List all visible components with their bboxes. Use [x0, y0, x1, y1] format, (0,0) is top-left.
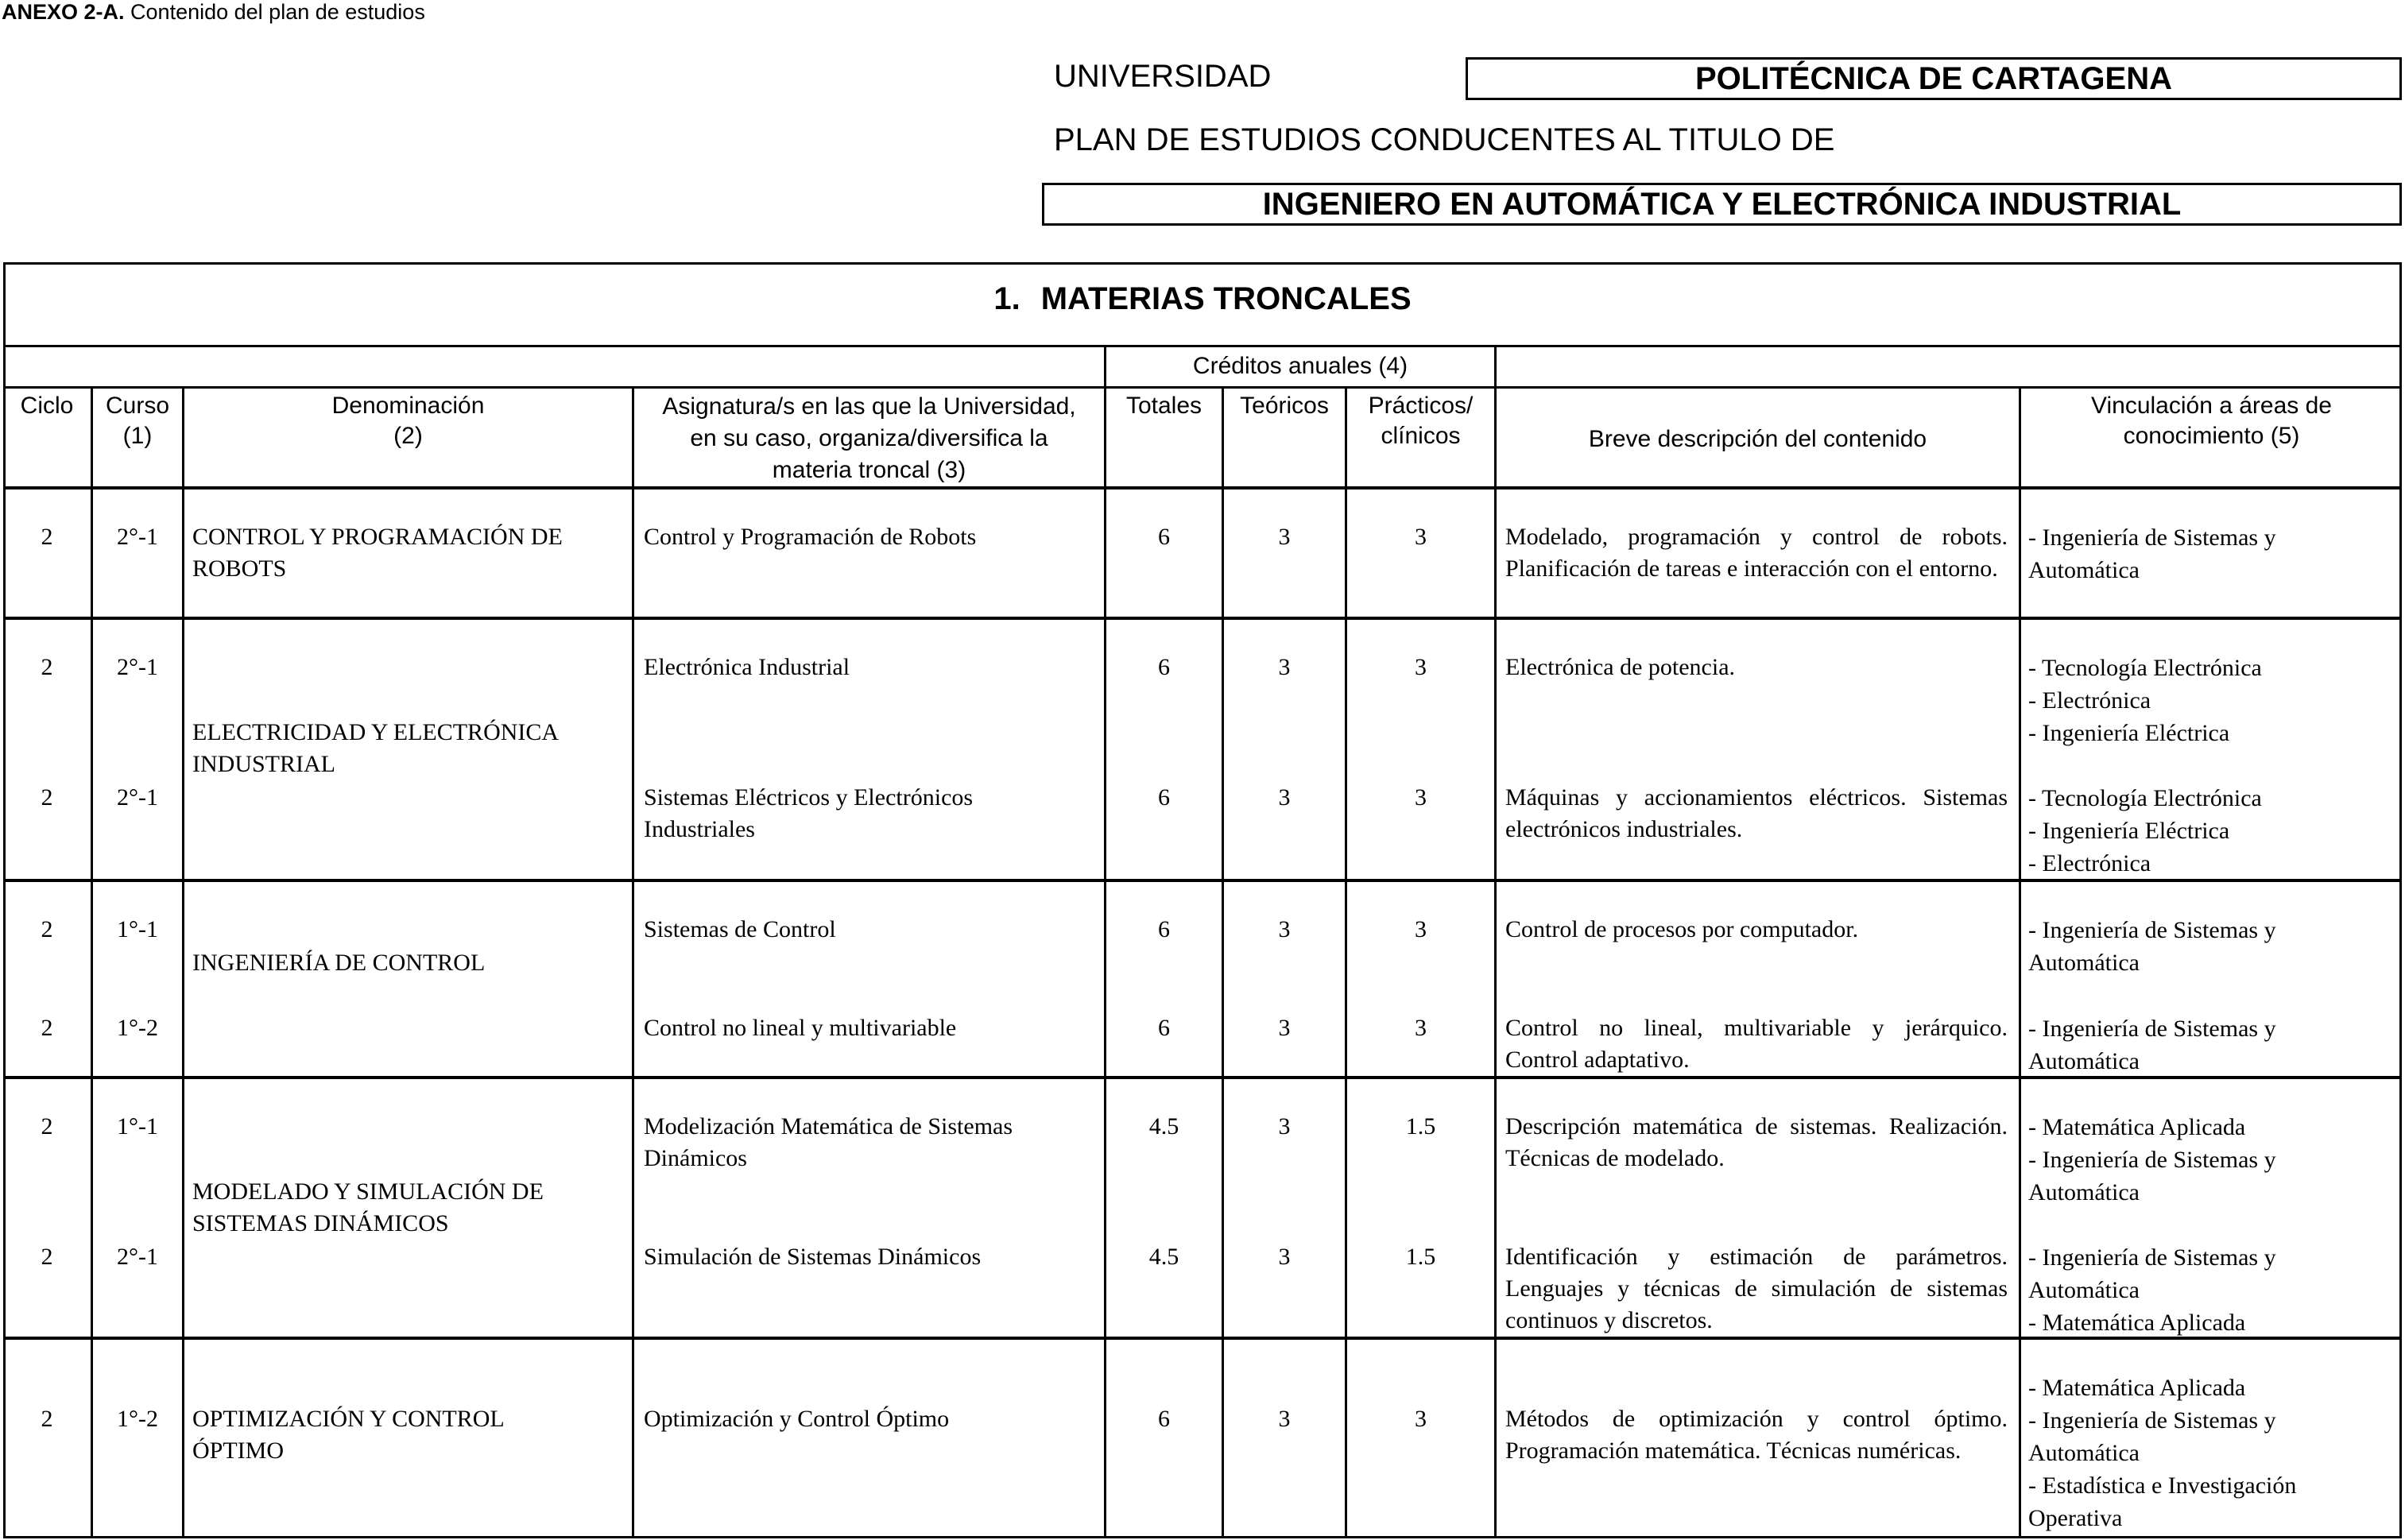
row-asignatura — [644, 914, 1097, 946]
row-totales: 6 — [1158, 524, 1170, 550]
row-teoricos: 3 — [1278, 1113, 1291, 1140]
row-practicos: 3 — [1415, 654, 1427, 680]
row-curso: 1°-2 — [117, 1015, 158, 1041]
row-curso: 2°-1 — [117, 1244, 158, 1270]
header-practicos — [1347, 391, 1494, 451]
area-item: - Ingeniería Eléctrica — [2028, 720, 2230, 746]
section-title-text: MATERIAS TRONCALES — [1040, 281, 1412, 316]
col-rule-1 — [91, 386, 93, 1538]
header-vinculacion-line: conocimiento (5) — [2123, 423, 2300, 449]
denominacion-line: INGENIERÍA DE CONTROL — [192, 950, 486, 976]
asignatura-line: Sistemas Eléctricos y Electrónicos — [644, 784, 974, 811]
denominacion-line: CONTROL Y PROGRAMACIÓN DE — [192, 524, 563, 550]
annex-caption — [2, 0, 425, 25]
row-asignatura — [644, 1111, 1097, 1174]
area-item: - Matemática Aplicada — [2028, 1114, 2246, 1140]
row-teoricos: 3 — [1278, 1406, 1291, 1432]
denominacion-line: SISTEMAS DINÁMICOS — [192, 1210, 449, 1236]
row-areas — [2028, 782, 2394, 880]
row-totales: 6 — [1158, 654, 1170, 680]
area-item: - Matemática Aplicada — [2028, 1310, 2246, 1336]
rule-materia-1 — [3, 617, 2402, 620]
row-totales: 6 — [1158, 1406, 1170, 1432]
header-asignatura — [634, 391, 1104, 486]
row-ciclo: 2 — [41, 1113, 53, 1140]
col-rule-2 — [182, 386, 184, 1538]
row-practicos: 3 — [1415, 1015, 1427, 1041]
header-vinculacion-line: Vinculación a áreas de — [2091, 393, 2332, 419]
asignatura-line: Modelización Matemática de Sistemas — [644, 1113, 1013, 1140]
header-practicos-line: Prácticos/ — [1368, 393, 1474, 419]
area-item: - Ingeniería de Sistemas y — [2028, 917, 2276, 943]
row-descripcion: Control de procesos por computador. — [1505, 916, 1859, 942]
asignatura-line: Dinámicos — [644, 1145, 747, 1171]
row-totales: 6 — [1158, 1015, 1170, 1041]
row-totales: 6 — [1158, 784, 1170, 811]
row-areas — [2028, 521, 2394, 586]
plan-label: PLAN DE ESTUDIOS CONDUCENTES AL TITULO DE — [1054, 122, 1835, 157]
col-rule-7 — [1494, 345, 1497, 1538]
row-descripcion: Métodos de optimización y control óptimo. Programación matemática. Técnicas numéricas. — [1505, 1406, 2008, 1464]
row-teoricos: 3 — [1278, 1015, 1291, 1041]
header-practicos-line: clínicos — [1381, 423, 1461, 449]
row-teoricos: 3 — [1278, 916, 1291, 942]
university-name-box — [1466, 57, 2402, 100]
degree-box — [1042, 183, 2402, 226]
row-teoricos: 3 — [1278, 784, 1291, 811]
row-descripcion: Identificación y estimación de parámetros. Lenguajes y técnicas de simulación de sistemas continuos y discretos. — [1505, 1244, 2008, 1333]
area-item: - Electrónica — [2028, 687, 2151, 714]
row-areas — [2028, 1012, 2394, 1078]
rule-header-bottom — [3, 486, 2402, 489]
area-item: Automática — [2028, 1179, 2140, 1205]
row-totales: 4.5 — [1148, 1113, 1179, 1140]
row-asignatura — [644, 1403, 1097, 1435]
row-asignatura — [644, 652, 1097, 683]
asignatura-line: Control y Programación de Robots — [644, 524, 977, 550]
row-practicos: 3 — [1415, 916, 1427, 942]
area-item: Automática — [2028, 1048, 2140, 1074]
university-name: POLITÉCNICA DE CARTAGENA — [1695, 60, 2172, 96]
denominacion-line: INDUSTRIAL — [192, 751, 335, 777]
row-descripcion: Máquinas y accionamientos eléctricos. Sistemas electrónicos industriales. — [1505, 784, 2008, 842]
row-ciclo: 2 — [41, 784, 53, 811]
degree-name: INGENIERO EN AUTOMÁTICA Y ELECTRÓNICA INDUSTRIAL — [1262, 186, 2182, 222]
section-title — [3, 281, 2402, 317]
header-teoricos: Teóricos — [1240, 393, 1329, 419]
row-areas — [2028, 652, 2394, 749]
header-descripcion: Breve descripción del contenido — [1588, 426, 1927, 452]
row-curso: 1°-1 — [117, 916, 158, 942]
row-curso: 2°-1 — [117, 784, 158, 811]
area-item: Automática — [2028, 950, 2140, 976]
rule-title-bottom — [3, 345, 2402, 347]
row-areas — [2028, 1372, 2394, 1534]
materia-denominacion — [192, 521, 622, 585]
row-asignatura — [644, 1241, 1097, 1273]
row-asignatura — [644, 782, 1097, 845]
denominacion-line: MODELADO Y SIMULACIÓN DE — [192, 1178, 544, 1205]
area-item: - Tecnología Electrónica — [2028, 655, 2262, 681]
col-rule-3 — [632, 386, 634, 1538]
row-ciclo: 2 — [41, 1015, 53, 1041]
asignatura-line: Industriales — [644, 816, 755, 842]
area-item: - Ingeniería de Sistemas y — [2028, 1016, 2276, 1042]
header-asignatura-line: en su caso, organiza/diversifica la — [690, 425, 1048, 451]
col-rule-6 — [1345, 386, 1347, 1538]
col-rule-5 — [1222, 386, 1224, 1538]
row-ciclo: 2 — [41, 654, 53, 680]
row-totales: 6 — [1158, 916, 1170, 942]
area-item: Automática — [2028, 1440, 2140, 1466]
row-curso: 2°-1 — [117, 654, 158, 680]
annex-text: Contenido del plan de estudios — [130, 0, 425, 24]
university-label: UNIVERSIDAD — [1054, 59, 1272, 94]
area-item: - Ingeniería de Sistemas y — [2028, 1244, 2276, 1271]
materia-denominacion — [192, 947, 622, 979]
header-totales: Totales — [1125, 393, 1202, 419]
asignatura-line: Control no lineal y multivariable — [644, 1015, 957, 1041]
row-teoricos: 3 — [1278, 524, 1291, 550]
area-item: - Electrónica — [2028, 850, 2151, 876]
area-item: - Estadística e Investigación — [2028, 1472, 2297, 1499]
row-practicos: 1.5 — [1405, 1113, 1436, 1140]
area-item: - Ingeniería de Sistemas y — [2028, 1407, 2276, 1434]
col-rule-8 — [2019, 386, 2021, 1538]
header-ciclo: Ciclo — [20, 393, 74, 419]
row-areas — [2028, 914, 2394, 979]
row-curso: 1°-2 — [117, 1406, 158, 1432]
row-totales: 4.5 — [1148, 1244, 1179, 1270]
row-descripcion: Descripción matemática de sistemas. Realización. Técnicas de modelado. — [1505, 1113, 2008, 1171]
annex-prefix: ANEXO 2-A. — [2, 0, 125, 24]
row-practicos: 3 — [1415, 524, 1427, 550]
header-curso-line: (1) — [122, 423, 153, 449]
row-practicos: 3 — [1415, 784, 1427, 811]
row-asignatura — [644, 1012, 1097, 1044]
area-item: - Ingeniería Eléctrica — [2028, 818, 2230, 844]
row-areas — [2028, 1241, 2394, 1339]
header-denominacion-line: (2) — [393, 423, 423, 449]
row-teoricos: 3 — [1278, 654, 1291, 680]
row-practicos: 1.5 — [1405, 1244, 1436, 1270]
rule-credits-bottom — [3, 386, 2402, 389]
header-denominacion — [184, 391, 632, 451]
row-areas — [2028, 1111, 2394, 1209]
materia-denominacion — [192, 1176, 622, 1240]
materia-denominacion — [192, 717, 622, 780]
area-item: Operativa — [2028, 1505, 2123, 1531]
row-teoricos: 3 — [1278, 1244, 1291, 1270]
header-creditos: Créditos anuales (4) — [1192, 353, 1408, 379]
area-item: - Ingeniería de Sistemas y — [2028, 524, 2276, 551]
row-curso: 2°-1 — [117, 524, 158, 550]
denominacion-line: OPTIMIZACIÓN Y CONTROL — [192, 1406, 505, 1432]
area-item: - Ingeniería de Sistemas y — [2028, 1147, 2276, 1173]
table-frame — [3, 262, 2402, 1538]
area-item: - Matemática Aplicada — [2028, 1375, 2246, 1401]
header-curso — [93, 391, 182, 451]
denominacion-line: ELECTRICIDAD Y ELECTRÓNICA — [192, 719, 560, 745]
header-asignatura-line: Asignatura/s en las que la Universidad, — [662, 393, 1076, 420]
row-ciclo: 2 — [41, 524, 53, 550]
row-descripcion: Electrónica de potencia. — [1505, 654, 1736, 680]
row-descripcion: Modelado, programación y control de robots. Planificación de tareas e interacción con el entorno. — [1505, 524, 2008, 582]
row-curso: 1°-1 — [117, 1113, 158, 1140]
materia-denominacion — [192, 1403, 622, 1467]
asignatura-line: Electrónica Industrial — [644, 654, 850, 680]
row-ciclo: 2 — [41, 1244, 53, 1270]
header-vinculacion — [2021, 391, 2402, 451]
row-ciclo: 2 — [41, 1406, 53, 1432]
denominacion-line: ÓPTIMO — [192, 1437, 285, 1464]
header-curso-line: Curso — [105, 393, 170, 419]
row-descripcion: Control no lineal, multivariable y jerárquico. Control adaptativo. — [1505, 1015, 2008, 1073]
area-item: - Tecnología Electrónica — [2028, 785, 2262, 811]
asignatura-line: Optimización y Control Óptimo — [644, 1406, 950, 1432]
denominacion-line: ROBOTS — [192, 555, 287, 582]
row-asignatura — [644, 521, 1097, 553]
asignatura-line: Sistemas de Control — [644, 916, 836, 942]
section-number: 1. — [993, 281, 1020, 316]
area-item: Automática — [2028, 1277, 2140, 1303]
row-ciclo: 2 — [41, 916, 53, 942]
row-practicos: 3 — [1415, 1406, 1427, 1432]
asignatura-line: Simulación de Sistemas Dinámicos — [644, 1244, 982, 1270]
header-asignatura-line: materia troncal (3) — [772, 457, 966, 483]
area-item: Automática — [2028, 557, 2140, 583]
header-denominacion-line: Denominación — [331, 393, 485, 419]
